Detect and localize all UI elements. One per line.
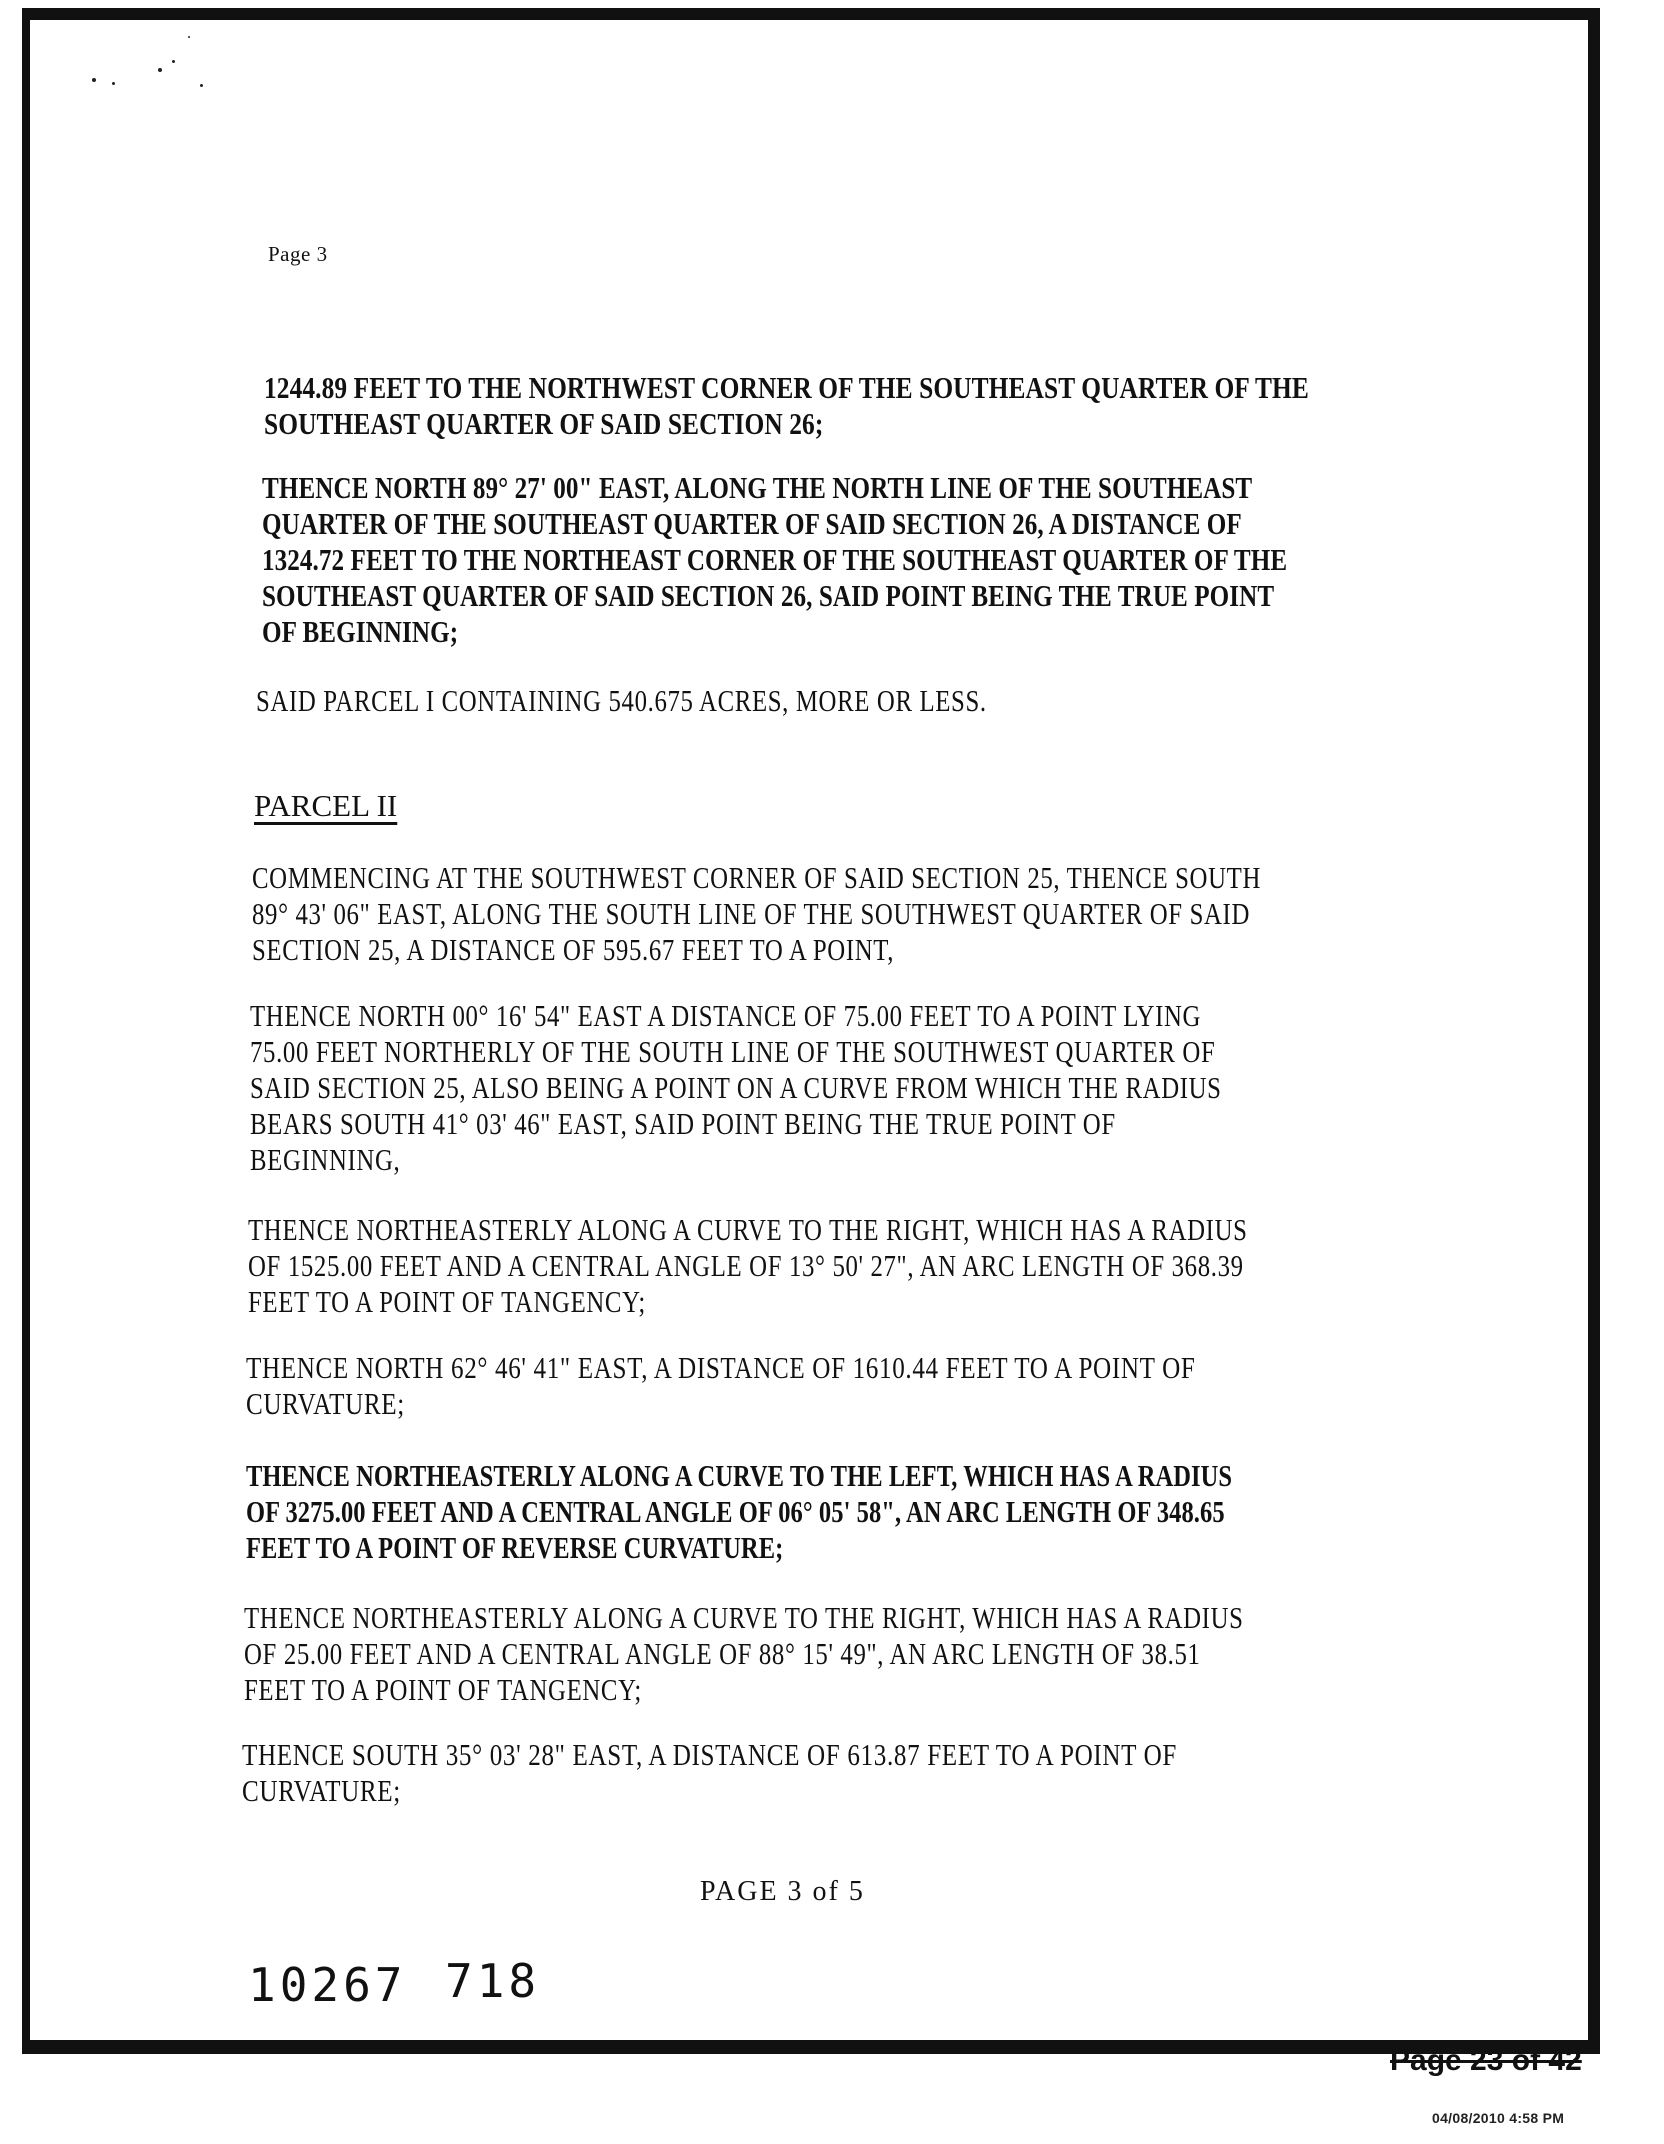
scan-speck xyxy=(112,82,115,85)
page-number-stamp: 718 xyxy=(445,1954,541,2008)
paragraph-thence-north-62: THENCE NORTH 62° 46' 41" EAST, A DISTANCE OF 1610.44 FEET TO A POINT OF CURVATURE; xyxy=(246,1350,1196,1421)
paragraph-parcel-i-area: SAID PARCEL I CONTAINING 540.675 ACRES, MORE OR LESS. xyxy=(256,683,987,718)
page-count-stamp: Page 23 of 42 xyxy=(1390,2044,1582,2077)
paragraph-thence-south-35: THENCE SOUTH 35° 03' 28" EAST, A DISTANCE OF 613.87 FEET TO A POINT OF CURVATURE; xyxy=(242,1737,1178,1808)
paragraph-thence-north-00: THENCE NORTH 00° 16' 54" EAST A DISTANCE OF 75.00 FEET TO A POINT LYING 75.00 FEET NORTHERLY OF THE SOUTH LINE OF THE SOUTHWEST QUARTER OF SAID SECTION 25, ALSO BEING A POINT ON A CURVE FROM WHICH THE RADIUS BEARS SOUTH 41° 03' 46" EAST, SAID POINT BEING THE TRUE POINT OF BEGINNING, xyxy=(250,998,1222,1177)
scan-speck xyxy=(200,84,203,87)
page-header: Page 3 xyxy=(268,242,328,266)
scan-speck xyxy=(188,36,190,38)
paragraph-thence-north-89: THENCE NORTH 89° 27' 00" EAST, ALONG THE NORTH LINE OF THE SOUTHEAST QUARTER OF THE SOUTHEAST QUARTER OF SAID SECTION 26, A DISTANCE OF 1324.72 FEET TO THE NORTHEAST CORNER OF THE SOUTHEAST QUARTER OF THE SOUTHEAST QUARTER OF SAID SECTION 26, SAID POINT BEING THE TRUE POINT OF BEGINNING; xyxy=(262,470,1288,649)
scan-speck xyxy=(92,78,96,82)
print-timestamp: 04/08/2010 4:58 PM xyxy=(1432,2110,1565,2126)
page-footer: PAGE 3 of 5 xyxy=(700,1876,865,1907)
paragraph-curve-right-25: THENCE NORTHEASTERLY ALONG A CURVE TO THE RIGHT, WHICH HAS A RADIUS OF 25.00 FEET AND A CENTRAL ANGLE OF 88° 15' 49", AN ARC LENGTH OF 38.51 FEET TO A POINT OF TANGENCY; xyxy=(244,1600,1244,1707)
paragraph-curve-right-1525: THENCE NORTHEASTERLY ALONG A CURVE TO THE RIGHT, WHICH HAS A RADIUS OF 1525.00 FEET AND A CENTRAL ANGLE OF 13° 50' 27", AN ARC LENGTH OF 368.39 FEET TO A POINT OF TANGENCY; xyxy=(248,1212,1248,1319)
scan-speck xyxy=(172,60,175,63)
paragraph-commencing: COMMENCING AT THE SOUTHWEST CORNER OF SAID SECTION 25, THENCE SOUTH 89° 43' 06" EAST, ALONG THE SOUTH LINE OF THE SOUTHWEST QUARTER OF SAID SECTION 25, A DISTANCE OF 595.67 FEET TO A POINT, xyxy=(252,860,1261,967)
scan-speck xyxy=(158,68,162,72)
paragraph-continuation: 1244.89 FEET TO THE NORTHWEST CORNER OF THE SOUTHEAST QUARTER OF THE SOUTHEAST QUARTER OF SAID SECTION 26; xyxy=(264,370,1309,441)
book-number-stamp: 10267 xyxy=(248,1958,407,2012)
paragraph-curve-left-3275: THENCE NORTHEASTERLY ALONG A CURVE TO THE LEFT, WHICH HAS A RADIUS OF 3275.00 FEET AND A CENTRAL ANGLE OF 06° 05' 58", AN ARC LENGTH OF 348.65 FEET TO A POINT OF REVERSE CURVATURE; xyxy=(246,1458,1233,1565)
subheading-parcel-ii: PARCEL II xyxy=(254,788,398,823)
